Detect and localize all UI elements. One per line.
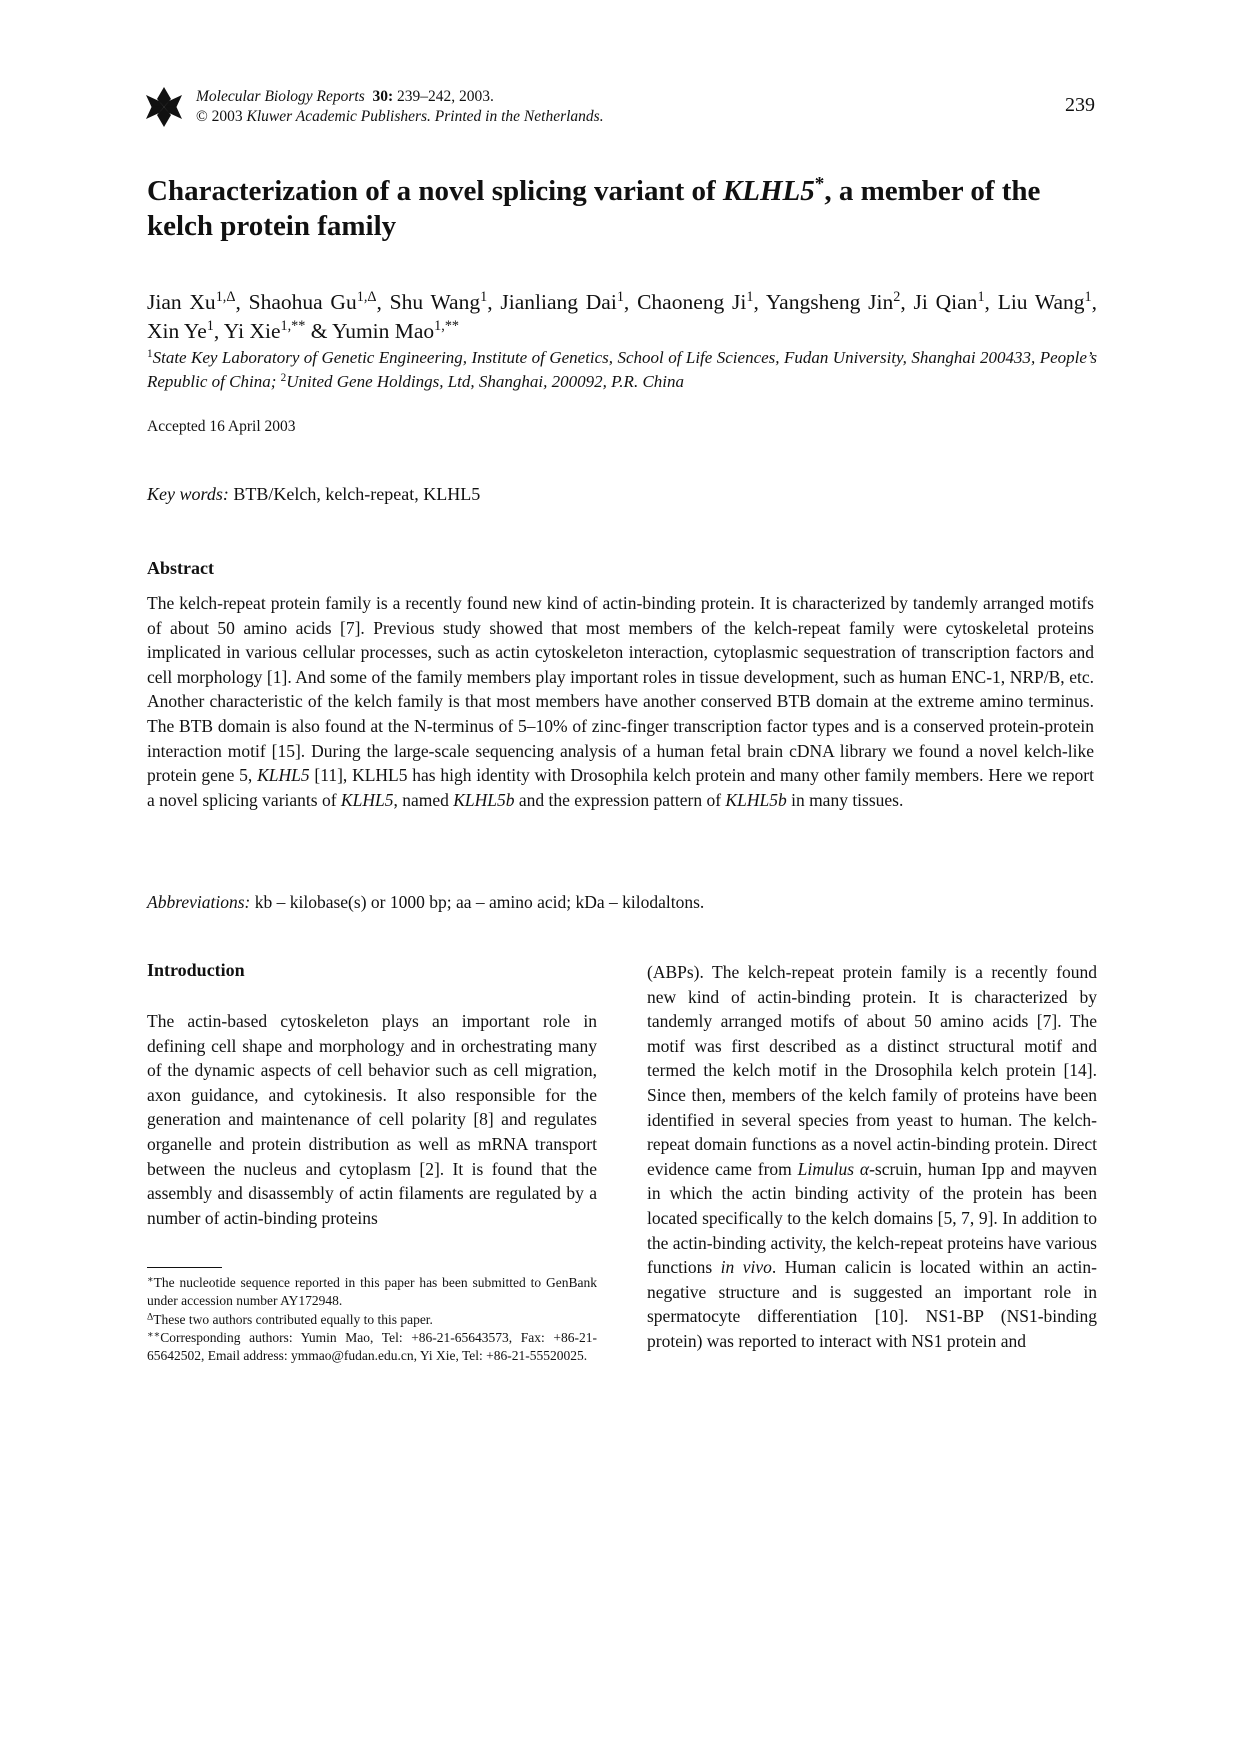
affil-text-2: United Gene Holdings, Ltd, Shanghai, 200092, P.R. China: [286, 372, 684, 391]
species-name: Limulus: [797, 1158, 855, 1179]
gene-name: KLHL5b: [453, 789, 515, 810]
journal-name: Molecular Biology Reports: [196, 88, 365, 105]
abstract-body: The kelch-repeat protein family is a recently found new kind of actin-binding protein. It is characterized by tandemly arranged motifs of about 50 amino acids [7]. Previous study showed that most members of the kelch-repeat family were cytoskeletal proteins implicated in various cellular processes, such as actin cytoskeleton interaction, cytoplasmic sequestration of transcription factors and cell morphology [1]. And some of the family members play important roles in tissue development, such as human ENC-1, NRP/B, etc. Another characteristic of the kelch family is that most members have another conserved BTB domain at the extreme amino terminus. The BTB domain is also found at the N-terminus of 5–10% of zinc-finger transcription factor types and is a conserved protein-protein interaction motif [15]. During the large-scale sequencing analysis of a human fetal brain cDNA library we found a novel kelch-like protein gene 5, KLHL5 [11], KLHL5 has high identity with Drosophila kelch protein and many other family members. Here we report a novel splicing variants of KLHL5, named KLHL5b and the expression pattern of KLHL5b in many tissues.: [147, 593, 1094, 810]
journal-citation: [196, 87, 604, 127]
title-gene: KLHL5: [722, 175, 815, 207]
publisher-logo-icon: [146, 86, 182, 128]
author: Jianliang Dai$^1$,: [500, 289, 638, 314]
introduction-heading: Introduction: [147, 960, 245, 980]
abbreviations-text: kb – kilobase(s) or 1000 bp; aa – amino acid; kDa – kilodaltons.: [250, 892, 705, 912]
author: Jian $Xu^{1,\Delta}$,: [147, 289, 249, 314]
keywords-text: BTB/Kelch, kelch-repeat, KLHL5: [228, 484, 481, 504]
latin-phrase: in vivo: [720, 1257, 772, 1278]
gene-name: KLHL5: [257, 765, 310, 786]
abbreviations: [147, 892, 1094, 913]
keywords: [147, 484, 480, 505]
journal-volume: 30:: [372, 88, 394, 105]
author: Xin Ye$^1$,: [147, 318, 224, 343]
author: Yi Xie$^{1,**}$ &: [223, 318, 333, 343]
affil-text-1: State Key Laboratory of Genetic Engineering, Institute of Genetics, School of Life Sciences, Fudan University, Shanghai 200433, People’s Republic of China;: [147, 348, 1097, 391]
author: Ji Qian$^1$,: [913, 289, 998, 314]
copyright-symbol: ©: [196, 108, 208, 125]
author: Shaohua $Gu^{1,\Delta}$,: [248, 289, 390, 314]
page-number: 239: [1065, 94, 1095, 116]
journal-line: [196, 87, 604, 107]
affil-sup-2: 2: [280, 371, 287, 384]
publisher-name: Kluwer Academic Publishers. Printed in the Netherlands.: [246, 108, 604, 125]
footnotes: [147, 1274, 597, 1365]
introduction-column-1: The actin-based cytoskeleton plays an important role in defining cell shape and morphology and in orchestrating many of the dynamic aspects of cell behavior such as cell migration, axon guidance, and cytokinesis. It also responsible for the generation and maintenance of cell polarity [8] and regulates organelle and protein distribution as well as mRNA transport between the nucleus and cytoplasm [2]. It is found that the assembly and disassembly of actin filaments are regulated by a number of actin-binding proteins: [147, 1011, 597, 1228]
journal-pages: 239–242, 2003.: [393, 88, 494, 105]
affil-sup-1: 1: [147, 347, 153, 360]
title-star: *: [814, 173, 825, 195]
title-after: , a member of the kelch protein family: [147, 175, 1041, 242]
accepted-date: Accepted 16 April 2003: [147, 418, 296, 435]
author: Chaoneng Ji$^1$,: [637, 289, 766, 314]
author-list: [147, 288, 1097, 346]
copyright-year: 2003: [207, 108, 247, 125]
copyright-line: [196, 107, 604, 127]
affiliations: [147, 346, 1097, 394]
title-before: Characterization of a novel splicing variant of: [147, 175, 723, 207]
introduction-column-2: (ABPs). The kelch-repeat protein family is a recently found new kind of actin-binding protein. It is characterized by tandemly arranged motifs of about 50 amino acids [7]. The motif was first described as a distinct structural motif and termed the kelch motif in the Drosophila kelch protein [14]. Since then, members of the kelch family of proteins have been identified in several species from yeast to human. The kelch-repeat domain functions as a novel actin-binding protein. Direct evidence came from Limulus α-scruin, human Ipp and mayven in which the actin binding activity of the protein has been located specifically to the kelch domains [5, 7, 9]. In addition to the actin-binding activity, the kelch-repeat proteins have various functions in vivo. Human calicin is located within an actin-negative structure and is suggested an important role in spermatocyte differentiation [10]. NS1-BP (NS1-binding protein) was reported to interact with NS1 protein and: [647, 962, 1097, 1351]
footnote-rule: [147, 1267, 222, 1268]
keywords-label: Key words:: [147, 484, 229, 504]
author: Shu Wang$^1$,: [389, 289, 501, 314]
footnote: $^\Delta$These two authors contributed equally to this paper.: [147, 1311, 433, 1327]
footnote: ∗∗Corresponding authors: Yumin Mao, Tel: +86-21-65643573, Fax: +86-21-65642502, Email address: ymmao@fudan.edu.cn, Yi Xie, Tel: +86-21-55520025.: [147, 1329, 597, 1364]
article-title: [147, 174, 1107, 244]
gene-name: KLHL5: [340, 789, 394, 810]
abbreviations-label: Abbreviations:: [147, 892, 251, 912]
abstract-heading: Abstract: [147, 558, 214, 578]
gene-name: KLHL5b: [725, 789, 787, 810]
author: Yumin Mao$^{1,**}$: [332, 318, 459, 343]
author: Yangsheng Jin$^2$,: [765, 289, 914, 314]
author: Liu Wang$^1$,: [997, 289, 1098, 314]
footnote: ∗The nucleotide sequence reported in this paper has been submitted to GenBank under accession number AY172948.: [147, 1274, 597, 1309]
